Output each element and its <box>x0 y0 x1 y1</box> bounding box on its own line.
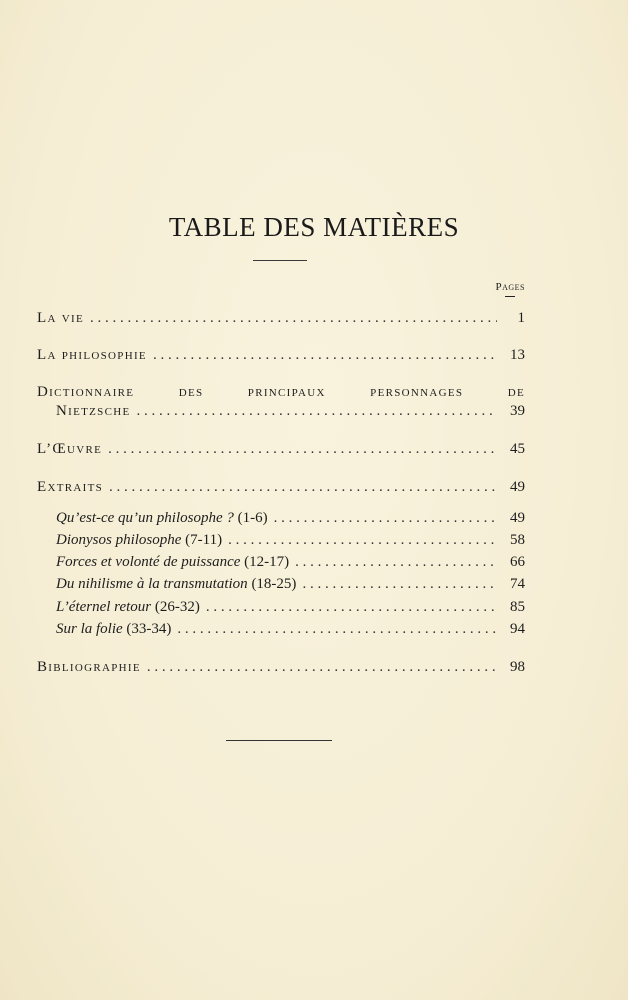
leader-dots <box>90 308 497 328</box>
toc-entry-dictionnaire[interactable] <box>56 401 525 421</box>
toc-entry-label: La philosophie <box>37 347 147 363</box>
leader-dots <box>147 657 497 677</box>
leader-dots <box>228 530 497 550</box>
toc-subentry-nihilisme[interactable] <box>56 574 525 594</box>
toc-page-number: 49 <box>510 510 525 526</box>
toc-subentry-range: (26-32) <box>154 599 200 615</box>
toc-subentry-label <box>56 530 222 550</box>
toc-subentry-range: (1-6) <box>237 510 268 526</box>
toc-subentry-folie[interactable] <box>56 619 525 639</box>
toc-page-number: 13 <box>510 347 525 363</box>
toc-page-number: 85 <box>510 599 525 615</box>
toc-subentry-title: Qu’est-ce qu’un philosophe ? <box>56 510 234 526</box>
closing-rule <box>226 740 332 741</box>
toc-page-number: 1 <box>517 310 525 326</box>
toc-page-number: 94 <box>510 621 525 637</box>
page-title: TABLE DES MATIÈRES <box>168 212 460 242</box>
toc-entry-oeuvre[interactable] <box>37 439 525 459</box>
toc-subentry-range: (7-11) <box>185 532 223 548</box>
toc-page-number: 49 <box>510 479 525 495</box>
leader-dots <box>108 439 497 459</box>
toc-page-number: 74 <box>510 576 525 592</box>
toc-subentry-title: Du nihilisme à la transmutation <box>56 576 248 592</box>
toc-entry-label: L’Œuvre <box>37 441 103 457</box>
toc-page-number: 39 <box>510 403 525 419</box>
leader-dots <box>295 552 497 572</box>
toc-subentry-title: Forces et volonté de puissance <box>56 554 241 570</box>
toc-subentry-dionysos[interactable] <box>56 530 525 550</box>
toc-page-number: 66 <box>510 554 525 570</box>
toc-entry-extraits[interactable] <box>37 477 525 497</box>
pages-header-label: Pages <box>495 281 525 293</box>
toc-subentry-philosophe[interactable] <box>56 508 525 528</box>
toc-subentry-title: Sur la folie <box>56 621 123 637</box>
toc-entry-dictionnaire-line1[interactable]: Dictionnaire des principaux personnages de <box>37 384 525 400</box>
toc-page-number: 58 <box>510 532 525 548</box>
toc-subentry-label <box>56 574 296 594</box>
toc-subentry-eternel-retour[interactable] <box>56 597 525 617</box>
toc-entry-label: La vie <box>37 310 84 326</box>
pages-column-header <box>495 281 525 297</box>
toc-entry-la-vie[interactable] <box>37 308 525 328</box>
toc-subentry-range: (18-25) <box>251 576 297 592</box>
toc-page-number: 98 <box>510 659 525 675</box>
leader-dots <box>109 477 497 497</box>
leader-dots <box>302 574 497 594</box>
toc-subentry-title: Dionysos philosophe <box>56 532 182 548</box>
toc-subentry-title: L’éternel retour <box>56 599 152 615</box>
title-rule <box>253 260 307 261</box>
toc-subentry-label <box>56 619 171 639</box>
toc-subentry-forces[interactable] <box>56 552 525 572</box>
toc-entry-label: Nietzsche <box>56 403 131 419</box>
leader-dots <box>206 597 497 617</box>
leader-dots <box>177 619 497 639</box>
toc-entry-la-philosophie[interactable] <box>37 345 525 365</box>
toc-entry-label: Bibliographie <box>37 659 141 675</box>
leader-dots <box>136 401 497 421</box>
toc-entry-label: Extraits <box>37 479 104 495</box>
toc-subentry-label <box>56 597 200 617</box>
pages-header-rule <box>505 296 515 297</box>
leader-dots <box>153 345 497 365</box>
toc-subentry-range: (33-34) <box>126 621 172 637</box>
leader-dots <box>274 508 497 528</box>
toc-entry-bibliographie[interactable] <box>37 657 525 677</box>
toc-subentry-label <box>56 552 289 572</box>
toc-subentry-range: (12-17) <box>244 554 290 570</box>
toc-page-number: 45 <box>510 441 525 457</box>
toc-subentry-label <box>56 508 268 528</box>
